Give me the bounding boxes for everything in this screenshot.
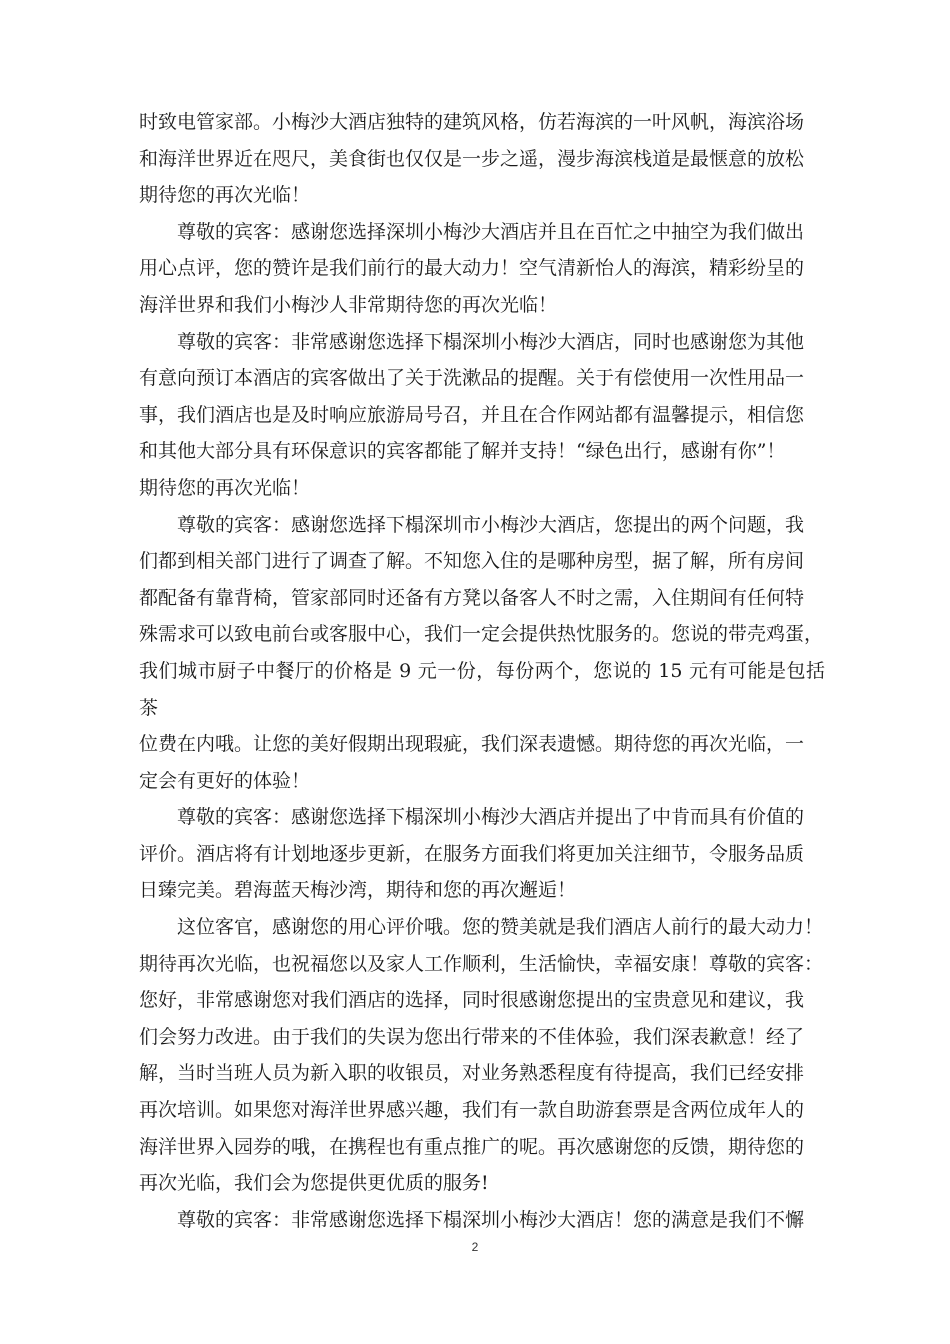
text-line: 尊敬的宾客：感谢您选择下榻深圳市小梅沙大酒店，您提出的两个问题，我 [177,513,805,536]
text-line: 们都到相关部门进行了调查了解。不知您入住的是哪种房型，据了解，所有房间 [139,550,805,573]
text-line: 期待再次光临，也祝福您以及家人工作顺利，生活愉快，幸福安康！尊敬的宾客： [139,952,824,975]
paragraph [139,104,825,214]
text-line: 您好，非常感谢您对我们酒店的选择，同时很感谢您提出的宝贵意见和建议，我 [139,989,805,1012]
text-line: 定会有更好的体验！ [139,769,311,792]
text-line: 尊敬的宾客：感谢您选择深圳小梅沙大酒店并且在百忙之中抽空为我们做出 [177,220,805,243]
text-line: 和海洋世界近在咫尺，美食街也仅仅是一步之遥，漫步海滨栈道是最惬意的放松 [139,147,805,170]
paragraph [139,507,825,800]
text-line: 尊敬的宾客：非常感谢您选择下榻深圳小梅沙大酒店，同时也感谢您为其他 [177,330,805,353]
text-line: 有意向预订本酒店的宾客做出了关于洗漱品的提醒。关于有偿使用一次性用品一 [139,367,805,390]
text-line: 时致电管家部。小梅沙大酒店独特的建筑风格，仿若海滨的一叶风帆，海滨浴场 [139,111,805,133]
paragraph [139,1202,825,1239]
paragraph [139,909,825,1202]
text-line: 期待您的再次光临！ [139,184,311,207]
text-line: 都配备有靠背椅，管家部同时还备有方凳以备客人不时之需，入住期间有任何特 [139,586,805,609]
text-line: 期待您的再次光临！ [139,476,311,499]
page-number: 2 [471,1240,479,1254]
text-line: 海洋世界和我们小梅沙人非常期待您的再次光临！ [139,293,558,316]
text-line: 解，当时当班人员为新入职的收银员，对业务熟悉程度有待提高，我们已经安排 [139,1062,805,1085]
text-line: 我们城市厨子中餐厅的价格是 9 元一份，每份两个，您说的 15 元有可能是包括茶 [139,659,825,719]
text-line: 再次培训。如果您对海洋世界感兴趣，我们有一款自助游套票是含两位成年人的 [139,1099,805,1122]
text-line: 尊敬的宾客：感谢您选择下榻深圳小梅沙大酒店并提出了中肯而具有价值的 [177,806,805,829]
text-line: 再次光临，我们会为您提供更优质的服务! [139,1172,489,1195]
text-line: 评价。酒店将有计划地逐步更新，在服务方面我们将更加关注细节，令服务品质 [139,842,805,865]
text-line: 日臻完美。碧海蓝天梅沙湾，期待和您的再次邂逅！ [139,879,577,902]
text-line: 事，我们酒店也是及时响应旅游局号召，并且在合作网站都有温馨提示，相信您 [139,403,805,426]
document-body [139,104,825,1238]
text-line: 这位客官，感谢您的用心评价哦。您的赞美就是我们酒店人前行的最大动力！ [177,916,824,939]
text-line: 用心点评，您的赞许是我们前行的最大动力！空气清新怡人的海滨，精彩纷呈的 [139,257,805,280]
text-line: 海洋世界入园券的哦，在携程也有重点推广的呢。再次感谢您的反馈，期待您的 [139,1135,805,1158]
text-line: 们会努力改进。由于我们的失误为您出行带来的不佳体验，我们深表歉意！经了 [139,1025,805,1048]
text-line: 位费在内哦。让您的美好假期出现瑕疵，我们深表遗憾。期待您的再次光临，一 [139,733,805,756]
paragraph [139,324,825,507]
paragraph [139,799,825,909]
paragraph [139,214,825,324]
text-line: 尊敬的宾客：非常感谢您选择下榻深圳小梅沙大酒店！您的满意是我们不懈 [177,1208,805,1231]
text-line: 殊需求可以致电前台或客服中心，我们一定会提供热忱服务的。您说的带壳鸡蛋， [139,623,824,646]
text-line: 和其他大部分具有环保意识的宾客都能了解并支持！“绿色出行，感谢有你”！ [139,440,786,463]
